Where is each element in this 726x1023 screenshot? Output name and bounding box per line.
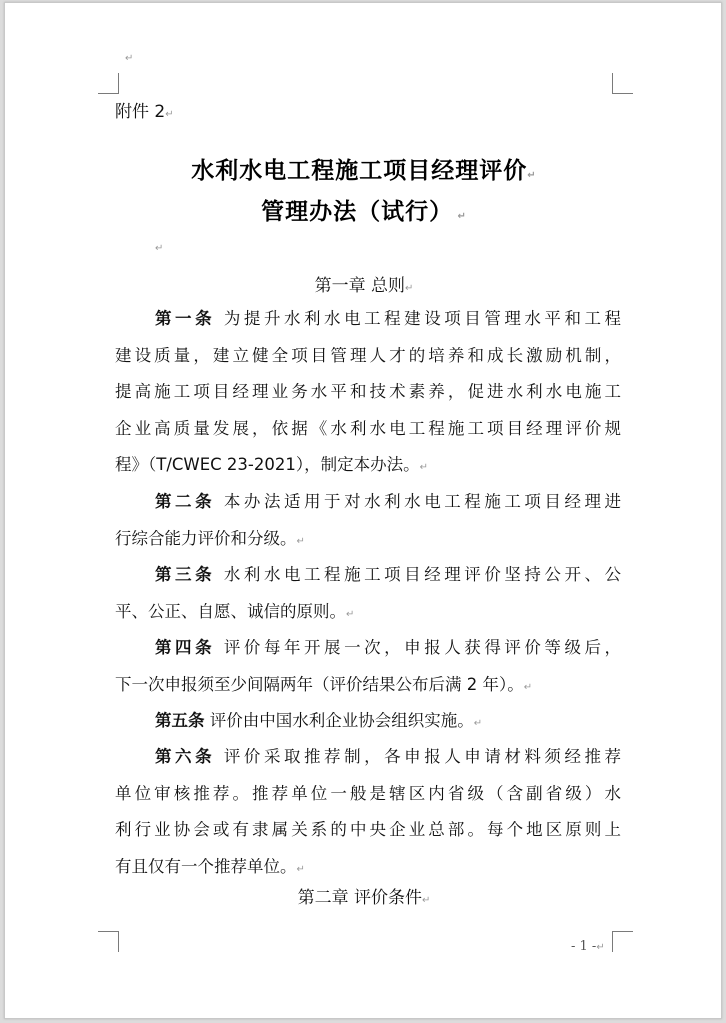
document-page — [4, 2, 722, 1019]
attachment-label: 附件 2↵ — [115, 102, 174, 122]
margin-corner-bottom-left — [98, 931, 119, 952]
chapter-heading: 第一章 总则↵ — [314, 276, 414, 296]
page-number: - 1 -↵ — [571, 939, 605, 954]
margin-corner-bottom-right — [612, 931, 633, 952]
document-title-line1: 水利水电工程施工项目经理评价↵ — [191, 157, 537, 184]
article-6: 第六条 评价采取推荐制，各申报人申请材料须经推荐 单位审核推荐。推荐单位一般是辖区内省级（含副省级）水 利行业协会或有隶属关系的中央企业总部。每个地区原则上 有且仅有一个推荐单位。↵ — [115, 747, 622, 876]
margin-corner-top-right — [612, 73, 633, 94]
article-4: 第四条 评价每年开展一次，申报人获得评价等级后， 下一次申报须至少间隔两年（评价结果公布后满 2 年）。↵ — [115, 638, 622, 694]
document-title-line2: 管理办法（试行） ↵ — [261, 198, 467, 225]
paragraph-mark-icon: ↵ — [125, 53, 134, 64]
paragraph-mark-icon: ↵ — [155, 243, 164, 254]
article-3: 第三条 水利水电工程施工项目经理评价坚持公开、公 平、公正、自愿、诚信的原则。↵ — [115, 565, 622, 621]
article-2: 第二条 本办法适用于对水利水电工程施工项目经理进 行综合能力评价和分级。↵ — [115, 492, 622, 548]
article-5: 第五条 评价由中国水利企业协会组织实施。↵ — [155, 711, 483, 730]
chapter-heading: 第二章 评价条件↵ — [297, 888, 431, 908]
margin-corner-top-left — [98, 73, 119, 94]
article-1: 第一条 为提升水利水电工程建设项目管理水平和工程 建设质量，建立健全项目管理人才的培养和成长激励机制， 提高施工项目经理业务水平和技术素养，促进水利水电施工 企业高质量发展，依据《水利水电工程施工项目经理评价规 程》（T/CWEC 23-2021），制定本办法。↵ — [115, 309, 622, 474]
